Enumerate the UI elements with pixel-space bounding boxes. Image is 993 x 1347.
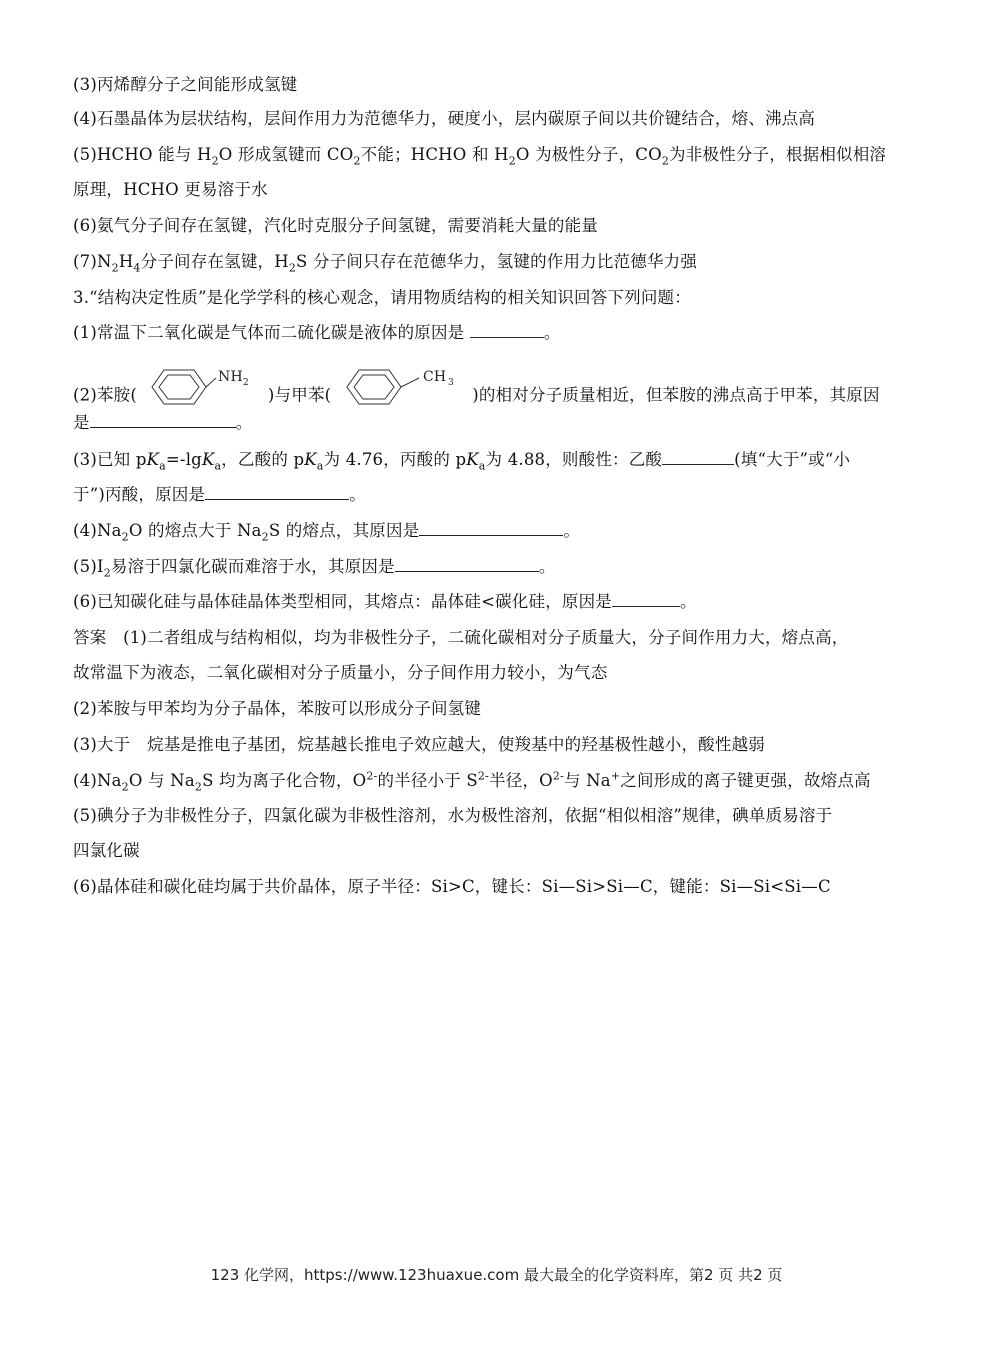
subscript: 2 [288, 261, 297, 275]
line-text: 的半径小于 S [377, 771, 478, 790]
answer-line [73, 876, 831, 898]
line-text: (6)氨气分子间存在氢键，汽化时克服分子间氢键，需要消耗大量的能量 [73, 216, 598, 235]
subscript: 2 [508, 154, 516, 168]
line-text: 为 4.76，丙酸的 p [323, 450, 467, 469]
line-text: S 的熔点，其原因是 [268, 521, 420, 540]
answer-line [73, 698, 481, 720]
answer-blank[interactable] [90, 412, 236, 428]
subscript: 2 [111, 261, 119, 275]
superscript: 2- [477, 769, 490, 783]
text-line [73, 364, 880, 410]
answer-line [73, 805, 832, 827]
line-text: S 均为离子化合物，O [202, 771, 367, 790]
subscript: 2 [103, 566, 111, 580]
answer-blank[interactable] [470, 322, 544, 338]
line-text: 与 Na [564, 771, 611, 790]
ch3-label: CH [422, 369, 447, 385]
italic-k: K [201, 450, 215, 469]
nh2-label: NH [218, 369, 244, 385]
line-text: (3)丙烯醇分子之间能形成氢键 [73, 75, 298, 94]
page-footer: 123 化学网，https://www.123huaxue.com 最大最全的化学资料库，第2 页 共2 页 [210, 1266, 783, 1284]
line-text: 为非极性分子，根据相似相溶 [669, 145, 887, 164]
line-text: 。 [563, 521, 581, 540]
line-text: H [118, 252, 134, 271]
line-text: =-lg [165, 450, 202, 469]
answer-blank[interactable] [612, 591, 680, 607]
line-text: ，乙酸的 p [221, 450, 305, 469]
line-text: (4)Na [73, 521, 122, 540]
line-text: (3)大于 烷基是推电子基团，烷基越长推电子效应越大，使羧基中的羟基极性越小，酸性越弱 [73, 735, 765, 754]
line-text: (2)苯胺( [73, 385, 138, 405]
line-text: 之间形成的离子键更强，故熔点高 [620, 771, 871, 790]
text-line [73, 520, 580, 542]
line-text: 3.“结构决定性质”是化学学科的核心观念，请用物质结构的相关知识回答下列问题： [73, 288, 691, 307]
subscript: a [478, 459, 486, 473]
text-line [73, 144, 886, 166]
subscript: 2 [661, 154, 670, 168]
line-text: 为 4.88，则酸性：乙酸 [485, 450, 663, 469]
subscript: 2 [211, 154, 219, 168]
line-text: 原理，HCHO 更易溶于水 [73, 180, 268, 199]
line-text: 是 [73, 413, 90, 432]
line-text: (3)已知 p [73, 450, 147, 469]
line-text: (4)Na [73, 771, 122, 790]
text-line [73, 556, 556, 578]
text-line [73, 74, 297, 96]
text-line [73, 412, 252, 434]
answer-line [73, 734, 765, 756]
line-text: 分子间存在氢键，H [140, 252, 289, 271]
answer-line [73, 770, 871, 792]
subscript: 2 [261, 530, 269, 544]
line-text: 答案 (1)二者组成与结构相似，均为非极性分子，二硫化碳相对分子质量大，分子间作用力大，熔点高， [73, 628, 849, 647]
text-line [73, 591, 697, 613]
line-text: 不能；HCHO 和 H [360, 145, 509, 164]
italic-k: K [304, 450, 317, 469]
line-text: 故常温下为液态，二氧化碳相对分子质量小，分子间作用力较小，为气态 [73, 663, 608, 682]
line-text: 。 [680, 592, 697, 611]
text-line [73, 215, 598, 237]
question-heading [73, 287, 691, 309]
subscript: a [214, 459, 222, 473]
line-text: S 分子间只存在范德华力，氢键的作用力比范德华力强 [296, 252, 698, 271]
superscript: 2- [366, 769, 378, 783]
line-text: (5)碘分子为非极性分子，四氯化碳为非极性溶剂，水为极性溶剂，依据“相似相溶”规律，碘单质易溶于 [73, 806, 833, 825]
line-text: )与甲苯( [267, 385, 332, 405]
line-text: (4)石墨晶体为层状结构，层间作用力为范德华力，硬度小，层内碳原子间以共价键结合，熔、沸点高 [73, 109, 816, 128]
line-text: 半径，O [489, 771, 553, 790]
line-text: 。 [538, 557, 556, 576]
line-text: 。 [349, 485, 366, 504]
subscript: 2 [194, 780, 203, 794]
line-text: (5)I [73, 557, 104, 576]
line-text: (1)常温下二氧化碳是气体而二硫化碳是液体的原因是 [73, 323, 465, 342]
answer-line [73, 840, 140, 862]
ch3-subscript: 3 [447, 378, 454, 388]
subscript: a [159, 459, 166, 473]
line-text: 。 [543, 323, 561, 342]
answer-blank[interactable] [662, 449, 734, 465]
text-line [73, 108, 815, 130]
line-text: (7)N [73, 252, 112, 271]
line-text: O 的熔点大于 Na [128, 521, 262, 540]
toluene-structure [337, 364, 467, 428]
line-text: (6)晶体硅和碳化硅均属于共价晶体，原子半径：Si>C，键长：Si—Si>Si—C，键能：Si—Si<Si—C [73, 877, 831, 896]
line-text: 易溶于四氯化碳而难溶于水，其原因是 [110, 557, 395, 576]
line-text: 于”)丙酸，原因是 [73, 485, 206, 504]
line-text: 。 [235, 413, 253, 432]
superscript: + [610, 769, 621, 783]
answer-blank[interactable] [395, 556, 539, 572]
line-text: O 与 Na [128, 771, 195, 790]
line-text: 四氯化碳 [73, 841, 140, 860]
line-text: O 形成氢键而 CO [218, 145, 354, 164]
answer-blank[interactable] [205, 484, 349, 500]
text-line [73, 449, 850, 471]
text-line [73, 322, 561, 344]
subscript: 2 [121, 530, 129, 544]
subscript: 4 [133, 261, 141, 275]
subscript: 2 [353, 154, 361, 168]
subscript: 2 [121, 780, 129, 794]
line-text: (填“大于”或“小 [734, 450, 851, 469]
text-line [73, 484, 366, 506]
line-text: )的相对分子质量相近，但苯胺的沸点高于甲苯，其原因 [472, 385, 880, 405]
subscript: a [316, 459, 324, 473]
nh2-subscript: 2 [243, 378, 250, 388]
italic-k: K [466, 450, 479, 469]
superscript: 2- [552, 769, 564, 783]
line-text: O 为极性分子，CO [515, 145, 662, 164]
line-text: (2)苯胺与甲苯均为分子晶体，苯胺可以形成分子间氢键 [73, 699, 482, 718]
line-text: (5)HCHO 能与 H [73, 145, 212, 164]
answer-blank[interactable] [419, 520, 563, 536]
answer-line [73, 627, 848, 649]
italic-k: K [146, 450, 160, 469]
text-line [73, 179, 268, 201]
answer-line [73, 662, 607, 684]
line-text: (6)已知碳化硅与晶体硅晶体类型相同，其熔点：晶体硅<碳化硅，原因是 [73, 592, 612, 611]
text-line [73, 251, 697, 273]
